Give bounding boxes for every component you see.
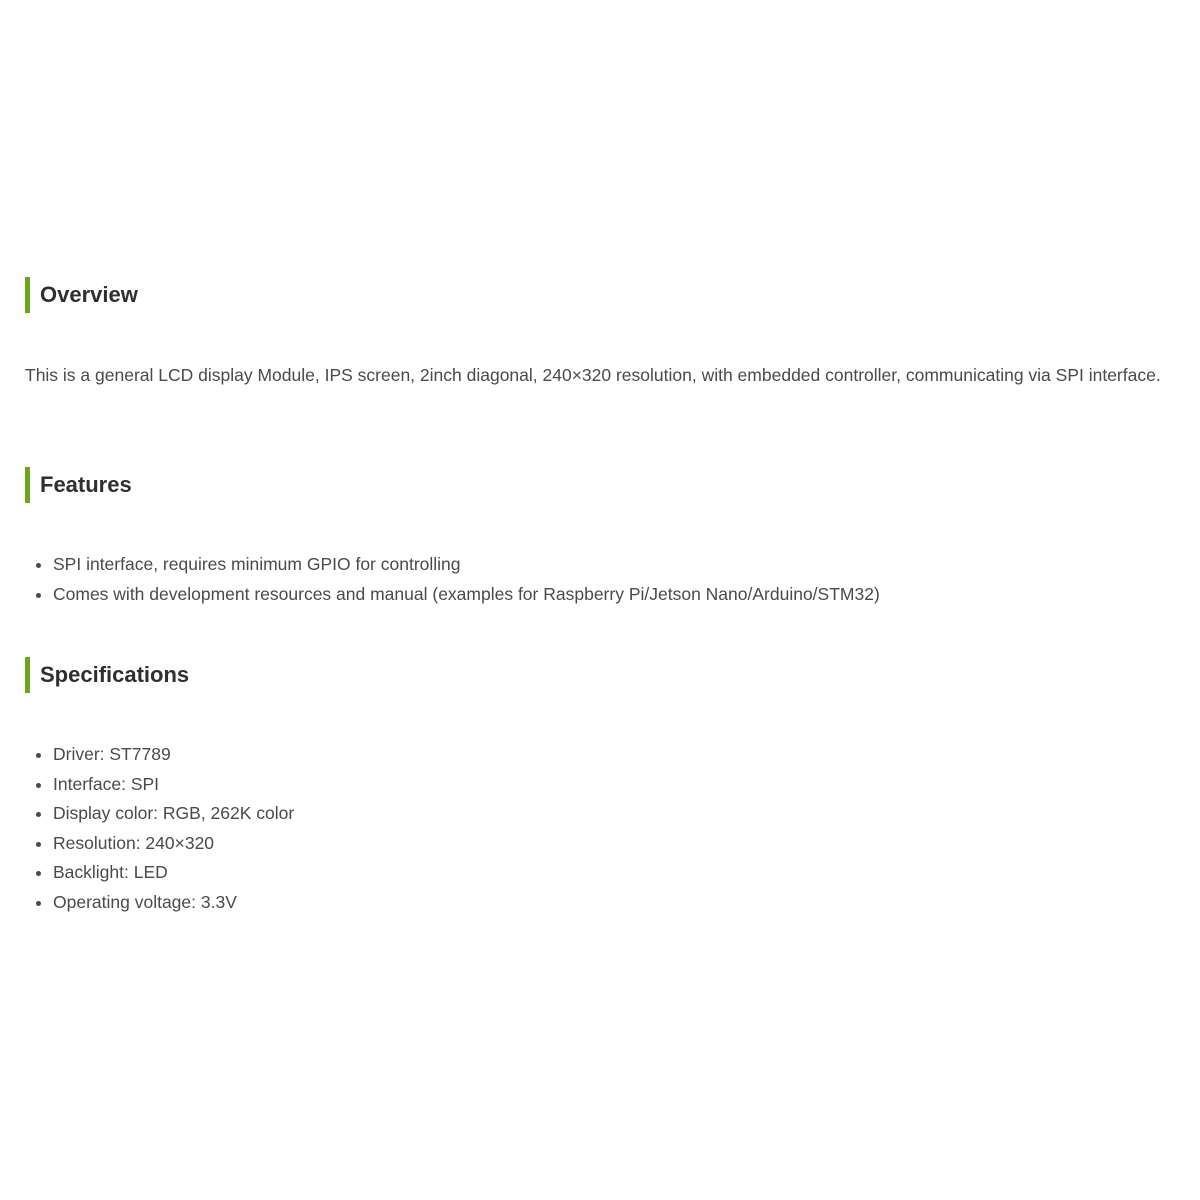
bullet-icon <box>36 901 41 906</box>
features-list <box>25 550 1165 609</box>
list-item <box>25 550 1165 580</box>
bullet-icon <box>36 753 41 758</box>
list-item <box>25 740 1165 770</box>
list-item-text: Interface: SPI <box>53 773 160 794</box>
list-item <box>25 799 1165 829</box>
list-item-text: Operating voltage: 3.3V <box>53 891 237 912</box>
specifications-heading <box>25 657 189 693</box>
bullet-icon <box>36 563 41 568</box>
list-item <box>25 580 1165 610</box>
bullet-icon <box>36 783 41 788</box>
bullet-icon <box>36 593 41 598</box>
list-item <box>25 858 1165 888</box>
overview-paragraph: This is a general LCD display Module, IPS screen, 2inch diagonal, 240×320 resolution, with embedded controller, communicating via SPI interface. <box>25 365 1161 385</box>
overview-heading-text: Overview <box>40 282 138 307</box>
list-item-text: Display color: RGB, 262K color <box>53 803 295 823</box>
heading-accent-bar <box>25 657 30 693</box>
specifications-list <box>25 740 1165 917</box>
features-heading <box>25 467 132 503</box>
specifications-heading-text: Specifications <box>40 662 190 687</box>
bullet-icon <box>36 812 41 817</box>
overview-heading <box>25 277 138 313</box>
heading-accent-bar <box>25 467 30 503</box>
list-item-text: SPI interface, requires minimum GPIO for controlling <box>53 554 461 574</box>
list-item <box>25 888 1165 918</box>
bullet-icon <box>36 842 41 847</box>
heading-accent-bar <box>25 277 30 313</box>
list-item-text: Resolution: 240×320 <box>53 832 215 853</box>
bullet-icon <box>36 871 41 876</box>
list-item-text: Driver: ST7789 <box>53 744 171 764</box>
list-item-text: Comes with development resources and manual (examples for Raspberry Pi/Jetson Nano/Arduino/STM32) <box>53 583 880 604</box>
features-heading-text: Features <box>40 472 132 497</box>
list-item <box>25 829 1165 859</box>
list-item-text: Backlight: LED <box>53 862 168 882</box>
list-item <box>25 770 1165 800</box>
